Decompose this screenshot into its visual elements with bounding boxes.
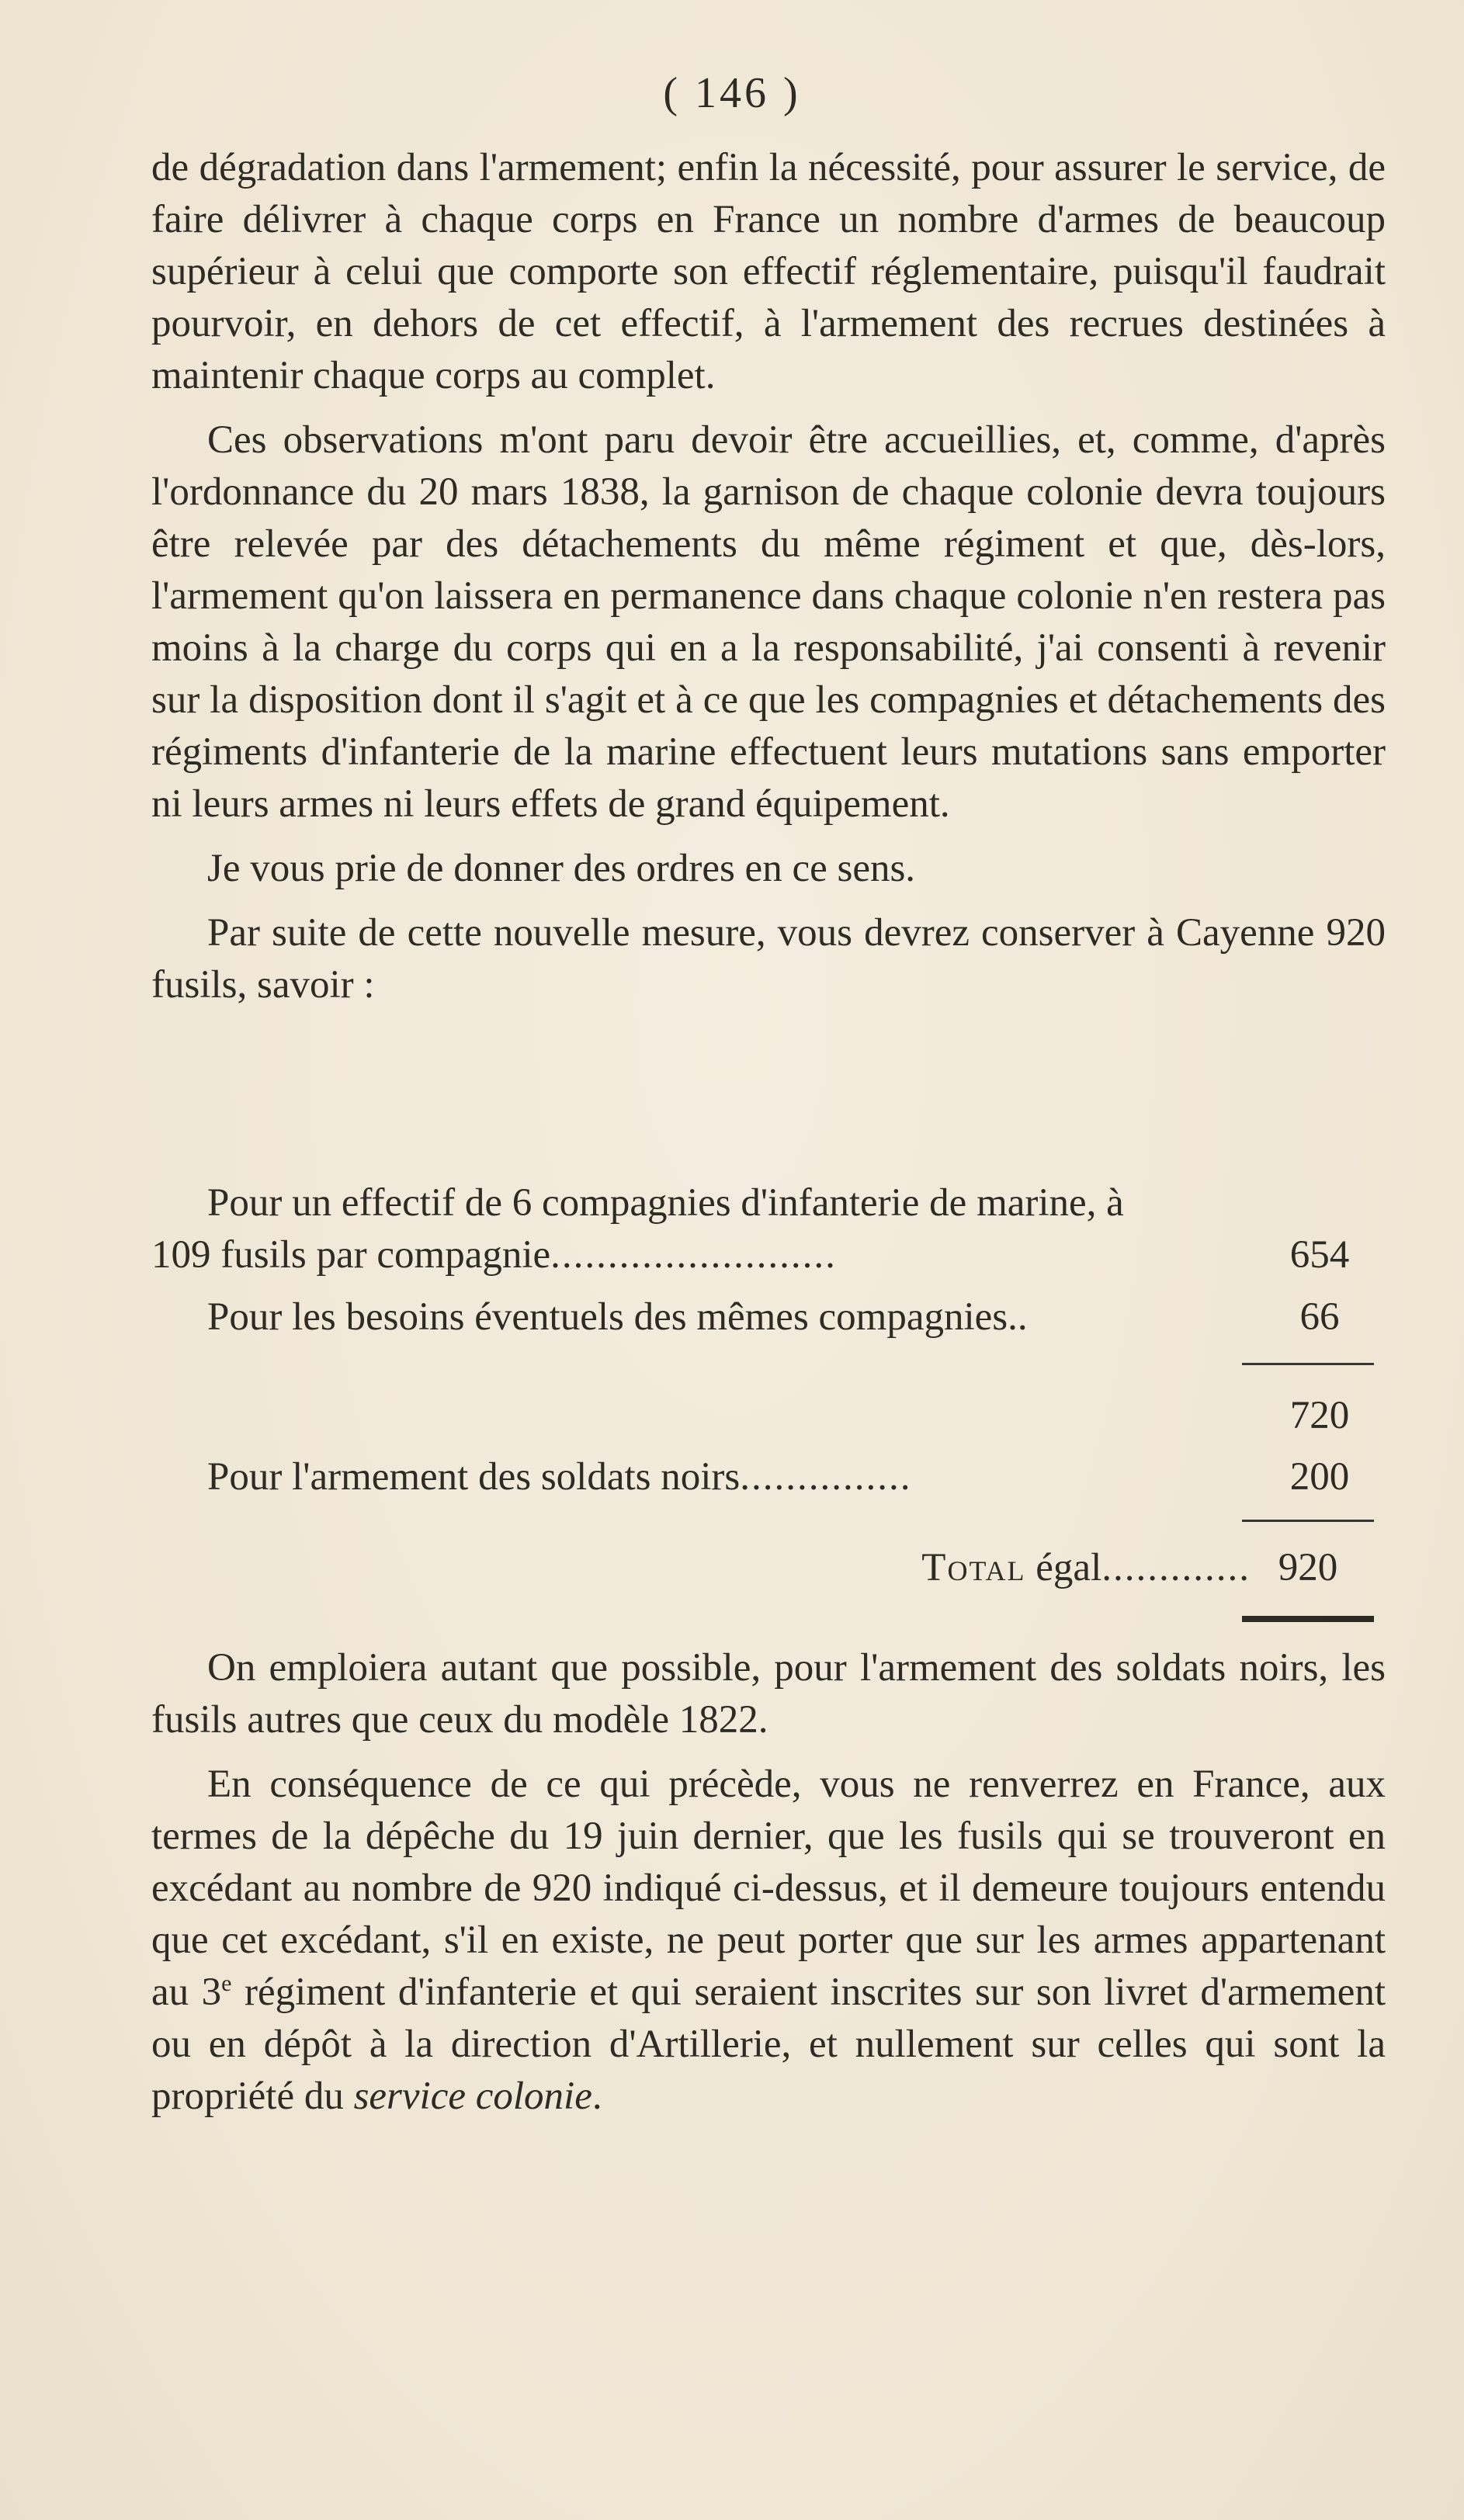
dot-leader: .............	[1101, 1546, 1251, 1589]
paragraph-observations: Ces observations m'ont paru devoir être accueillies, et, comme, d'après l'ordonnance du 20 mars 1838, la garnison de chaque colonie devra toujours être relevée par des détachements du même régiment et que, dès-lors, l'armement qu'on laissera en permanence dans chaque colonie n'en restera pas moins à la charge du corps qui en a la responsabilité, j'ai consenti à revenir sur la disposition dont il s'agit et à ce que les compagnies et détachements des régiments d'infanterie de la marine effectuent leurs mutations sans emporter ni leurs armes ni leurs effets de grand équipement.	[151, 418, 1386, 826]
paragraph-consequence: En conséquence de ce qui précède, vous ne renverrez en France, aux termes de la dépêche du 19 juin dernier, que les fusils qui se trouveront en excédant au nombre de 920 indiqué ci-dessus, et il demeure toujours entendu que cet excédant, s'il en existe, ne peut porter que sur les armes appartenant au 3e régiment d'infanterie et qui seraient inscrites sur son livret d'armement ou en dépôt à la direction d'Artillerie, et nullement sur celles qui sont la propriété du service colonie.	[151, 1763, 1386, 2118]
ledger-line-1b	[151, 1229, 1386, 1281]
ledger-line-3-value: 200	[1289, 1455, 1350, 1499]
ledger-line-3-label: Pour l'armement des soldats noirs	[207, 1455, 741, 1499]
dot-leader: ...............	[740, 1455, 912, 1499]
ledger-subtotal-value: 720	[1289, 1394, 1350, 1437]
ledger-line-2-value: 66	[1299, 1295, 1340, 1339]
ordinal-superscript: e	[221, 1971, 232, 1996]
upper-text	[151, 142, 1386, 1011]
italic-service-colonie: service colonie	[353, 2075, 592, 2118]
paragraph-continuation: de dégradation dans l'armement; enfin la nécessité, pour assurer le service, de faire délivrer à chaque corps en France un nombre d'armes de beaucoup supérieur à celui que comporte son effectif réglementaire, puisqu'il faudrait pourvoir, en dehors de cet effectif, à l'armement des recrues destinées à maintenir chaque corps au complet.	[151, 146, 1386, 397]
ledger-line-2	[151, 1291, 1386, 1343]
ledger-line-1-value: 654	[1289, 1233, 1350, 1277]
total-word: Total	[921, 1546, 1026, 1589]
ledger-line-1a	[151, 1177, 1386, 1229]
ledger-subtotal	[151, 1390, 1386, 1442]
dot-leader: .........................	[550, 1233, 837, 1277]
paragraph-orders: Je vous prie de donner des ordres en ce sens.	[207, 847, 916, 890]
total-word-rest: égal	[1036, 1546, 1102, 1589]
paragraph-black-soldiers: On emploiera autant que possible, pour l'armement des soldats noirs, les fusils autres que ceux du modèle 1822.	[151, 1646, 1386, 1742]
subtotal-rule	[1242, 1363, 1374, 1365]
ledger-total-value: 920	[1278, 1546, 1338, 1589]
ledger-total-label	[151, 1542, 1251, 1594]
final-rule	[1242, 1616, 1374, 1622]
ledger-line-3	[151, 1451, 1386, 1503]
ledger-line-1-label-a: Pour un effectif de 6 compagnies d'infanterie de marine, à	[207, 1181, 1124, 1225]
ledger-line-2-label: Pour les besoins éventuels des mêmes compagnies..	[207, 1295, 1028, 1339]
page-number: ( 146 )	[663, 69, 801, 117]
total-rule	[1242, 1520, 1374, 1522]
lower-text	[151, 1642, 1386, 2123]
ledger-line-1-label-b: 109 fusils par compagnie	[151, 1233, 551, 1277]
paragraph-measure: Par suite de cette nouvelle mesure, vous devrez conserver à Cayenne 920 fusils, savoir :	[151, 911, 1386, 1007]
